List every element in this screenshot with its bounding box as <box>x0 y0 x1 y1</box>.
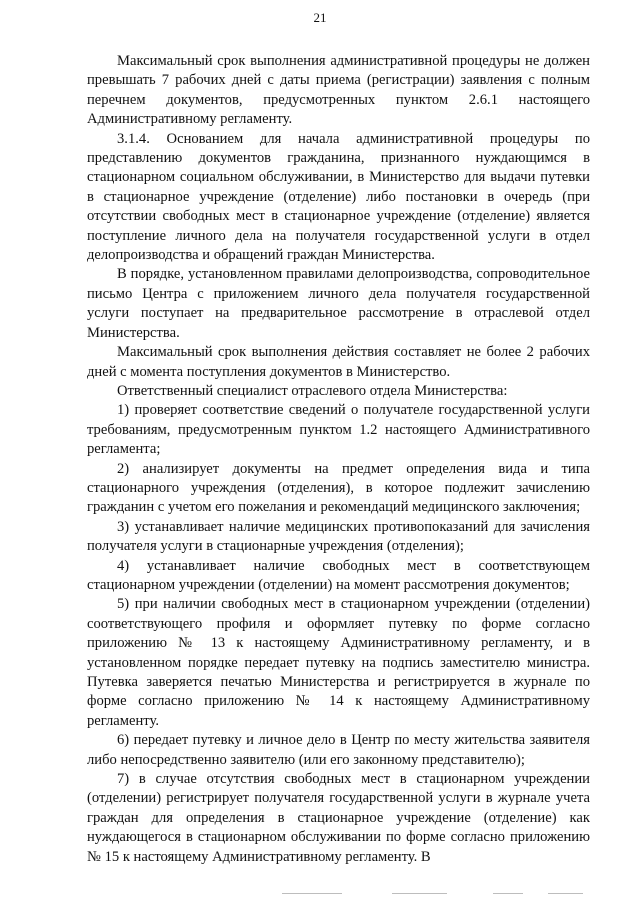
list-item-6: 6) передает путевку и личное дело в Центр по месту жительства заявителя либо непосредственно заявителю (или его законному представителю); <box>87 732 590 768</box>
page-number: 21 <box>313 10 327 25</box>
paragraph-3-1-4: 3.1.4. Основанием для начала административной процедуры по представлению документов гражданина, признанного нуждающимся в стационарном социальном обслуживании, в Министерство для выдачи путевки в стационарное учреждение (отделение) либо постановки в очередь (при отсутствии свободных мест в стационарное учреждение (отделение) является поступление личного дела на получателя государственной услуги в отдел делопроизводства и обращений граждан Министерства. <box>87 130 590 264</box>
scan-mark <box>282 893 342 894</box>
paragraph-specialist: Ответственный специалист отраслевого отдела Министерства: <box>117 382 508 399</box>
scan-mark <box>493 893 523 894</box>
list-item-1: 1) проверяет соответствие сведений о получателе государственной услуги требованиям, предусмотренным пунктом 1.2 настоящего Административного регламента; <box>87 402 590 458</box>
scan-footer-marks <box>0 885 640 905</box>
scan-mark <box>548 893 583 894</box>
list-item-5: 5) при наличии свободных мест в стационарном учреждении (отделении) соответствующего профиля и оформляет путевку по форме согласно приложению № 13 к настоящему Административному регламенту, и в установленном порядке передает путевку на подпись заместителю министра. Путевка заверяется печатью Министерства и регистрируется в журнале по форме согласно приложению № 14 к настоящему Административному регламенту. <box>87 596 590 729</box>
paragraph-max-term: Максимальный срок выполнения административной процедуры не должен превышать 7 рабочих дней с даты приема (регистрации) заявления с полным перечнем документов, предусмотренных пунктом 2.6.1 настоящего Административному регламенту. <box>87 53 590 128</box>
scan-mark <box>392 893 447 894</box>
list-item-4: 4) устанавливает наличие свободных мест в соответствующем стационарном учреждении (отделении) на момент рассмотрения документов; <box>87 557 590 593</box>
paragraph-action-term: Максимальный срок выполнения действия составляет не более 2 рабочих дней с момента поступления документов в Министерство. <box>87 344 590 380</box>
list-item-3: 3) устанавливает наличие медицинских противопоказаний для зачисления получателя услуги в стационарные учреждения (отделения); <box>87 518 590 555</box>
list-item-7: 7) в случае отсутствия свободных мест в стационарном учреждении (отделении) регистрирует получателя государственной услуги в журнале учета граждан для определения в стационарное учреждение (отделение) как нуждающегося в стационарном обслуживании по форме согласно приложению № 15 к настоящему Административному регламенту. В <box>87 771 590 865</box>
list-item-2: 2) анализирует документы на предмет определения вида и типа стационарного учреждения (отделения), в которое подлежит зачислению гражданин с учетом его пожелания и рекомендаций медицинского заключения; <box>87 460 590 516</box>
paragraph-order: В порядке, установленном правилами делопроизводства, сопроводительное письмо Центра с приложением личного дела получателя государственной услуги поступает на предварительное рассмотрение в отраслевой отдел Министерства. <box>87 266 590 341</box>
document-body <box>87 52 590 867</box>
